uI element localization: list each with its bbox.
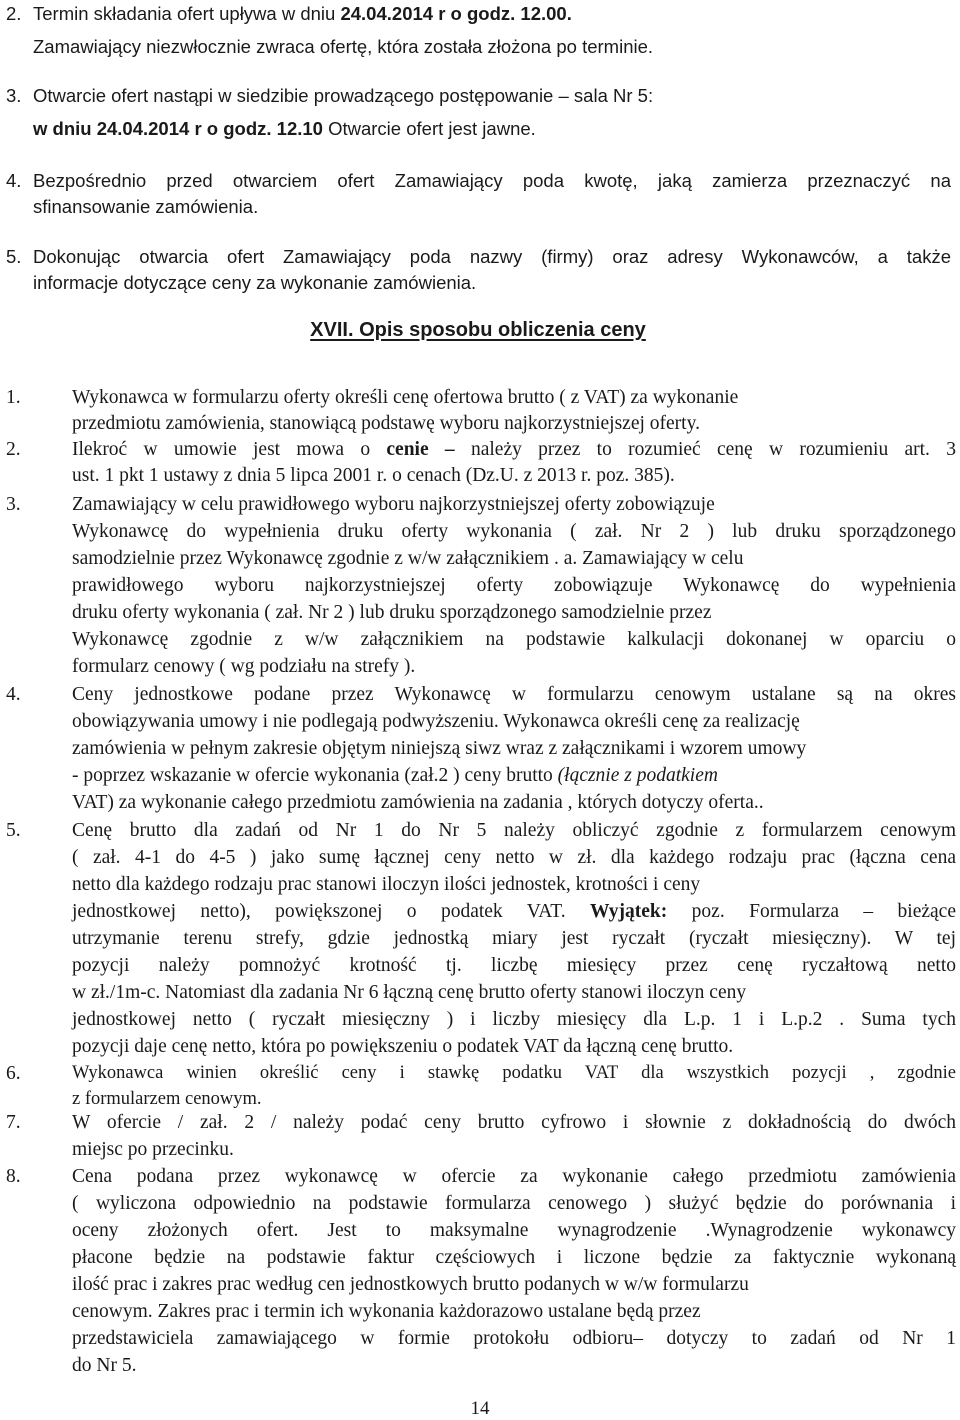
item-number: 4. — [6, 170, 22, 191]
text-line: miejsc po przecinku. — [72, 1139, 234, 1160]
text-line: W ofercie / zał. 2 / należy podać ceny brutto cyfrowo i słownie z dokładnością do dwóch — [72, 1112, 956, 1133]
text-line: sfinansowanie zamówienia. — [33, 196, 259, 217]
item-number: 6. — [6, 1063, 21, 1084]
item-number: 2. — [6, 3, 22, 24]
text-line: płacone będzie na podstawie faktur częściowych i liczone będzie za faktycznie wykonaną — [72, 1247, 956, 1268]
text-line: utrzymanie terenu strefy, gdzie jednostką miary jest ryczałt (ryczałt miesięczny). W tej — [72, 928, 956, 949]
text-line: pozycji należy pomnożyć krotność tj. liczbę miesięcy przez cenę ryczałtową netto — [72, 955, 956, 976]
text-line: Ceny jednostkowe podane przez Wykonawcę w formularzu cenowym ustalane są na okres — [72, 684, 956, 705]
text-line: Bezpośrednio przed otwarciem ofert Zamawiający poda kwotę, jaką zamierza przeznaczyć na — [33, 170, 951, 191]
text-line: przedmiotu zamówienia, stanowiącą podstawę wyboru najkorzystniejszej oferty. — [72, 413, 700, 434]
item-number: 3. — [6, 85, 22, 106]
text-line: netto dla każdego rodzaju prac stanowi iloczyn ilości jednostek, krotności i ceny — [72, 874, 701, 895]
item-number: 8. — [6, 1166, 21, 1187]
text-line: samodzielnie przez Wykonawcę zgodnie z w/w załącznikiem . a. Zamawiający w celu — [72, 548, 744, 569]
text-line: oceny złożonych ofert. Jest to maksymalne wynagrodzenie .Wynagrodzenie wykonawcy — [72, 1220, 956, 1241]
text-line: do Nr 5. — [72, 1355, 137, 1376]
text-line: informacje dotyczące ceny za wykonanie zamówienia. — [33, 272, 477, 293]
text-line: zamówienia w pełnym zakresie objętym niniejszą siwz wraz z załącznikami i wzorem umowy — [72, 738, 807, 759]
text-line: przedstawiciela zamawiającego w formie protokołu odbioru– dotyczy to zadań od Nr 1 — [72, 1328, 956, 1349]
text-line: Wykonawca w formularzu oferty określi cenę ofertowa brutto ( z VAT) za wykonanie — [72, 387, 739, 408]
text-line: pozycji daje cenę netto, która po powiększeniu o podatek VAT da łączną cenę brutto. — [72, 1036, 734, 1057]
item-number: 3. — [6, 494, 21, 515]
item-number: 2. — [6, 439, 21, 460]
item-number: 4. — [6, 684, 21, 705]
text-line: ( wyliczona odpowiednio na podstawie formularza cenowego ) służyć będzie do porównania i — [72, 1193, 956, 1214]
item-number: 7. — [6, 1112, 21, 1133]
text-line: Wykonawcę do wypełnienia druku oferty wykonania ( zał. Nr 2 ) lub druku sporządzonego — [72, 521, 956, 542]
text-line: Wykonawcę zgodnie z w/w załącznikiem na podstawie kalkulacji dokonanej w oparciu o — [72, 629, 956, 650]
item-number: 5. — [6, 246, 22, 267]
text-line: Termin składania ofert upływa w dniu 24.04.2014 r o godz. 12.00. — [33, 3, 572, 24]
text-line: druku oferty wykonania ( zał. Nr 2 ) lub druku sporządzonego samodzielnie przez — [72, 602, 712, 623]
text-line: VAT) za wykonanie całego przedmiotu zamówienia na zadania , których dotyczy oferta.. — [72, 792, 764, 813]
text-line: formularz cenowy ( wg podziału na strefy ). — [72, 656, 416, 677]
text-line: w dniu 24.04.2014 r o godz. 12.10 Otwarcie ofert jest jawne. — [33, 118, 536, 139]
text-line: Otwarcie ofert nastąpi w siedzibie prowadzącego postępowanie – sala Nr 5: — [33, 85, 654, 106]
text-line: ( zał. 4-1 do 4-5 ) jako sumę łącznej ceny netto w zł. dla każdego rodzaju prac (łączna cena — [72, 847, 956, 868]
text-line: jednostkowej netto), powiększonej o podatek VAT. Wyjątek: poz. Formularza – bieżące — [72, 901, 956, 922]
text-line: Ilekroć w umowie jest mowa o cenie – należy przez to rozumieć cenę w rozumieniu art. 3 — [72, 439, 956, 460]
text-line: z formularzem cenowym. — [72, 1089, 262, 1109]
text-line: Dokonując otwarcia ofert Zamawiający poda nazwy (firmy) oraz adresy Wykonawców, a także — [33, 246, 951, 267]
text-line: Cenę brutto dla zadań od Nr 1 do Nr 5 należy obliczyć zgodnie z formularzem cenowym — [72, 820, 956, 841]
item-number: 1. — [6, 387, 21, 408]
text-line: Cena podana przez wykonawcę w ofercie za wykonanie całego przedmiotu zamówienia — [72, 1166, 956, 1187]
text-line: obowiązywania umowy i nie podlegają podwyższeniu. Wykonawca określi cenę za realizację — [72, 711, 800, 732]
text-line: Wykonawca winien określić ceny i stawkę podatku VAT dla wszystkich pozycji , zgodnie — [72, 1063, 956, 1083]
text-line: prawidłowego wyboru najkorzystniejszej oferty zobowiązuje Wykonawcę do wypełnienia — [72, 575, 956, 596]
item-number: 5. — [6, 820, 21, 841]
text-line: w zł./1m-c. Natomiast dla zadania Nr 6 łączną cenę brutto oferty stanowi iloczyn ceny — [72, 982, 747, 1003]
text-line: ilość prac i zakres prac według cen jednostkowych brutto podanych w w/w formularzu — [72, 1274, 749, 1295]
text-line: cenowym. Zakres prac i termin ich wykonania każdorazowo ustalane będą przez — [72, 1301, 701, 1322]
text-line: - poprzez wskazanie w ofercie wykonania (zał.2 ) ceny brutto (łącznie z podatkiem — [72, 765, 718, 786]
text-line: Zamawiający w celu prawidłowego wyboru najkorzystniejszej oferty zobowiązuje — [72, 494, 715, 515]
text-line: Zamawiający niezwłocznie zwraca ofertę, która została złożona po terminie. — [33, 36, 654, 57]
text-line: jednostkowej netto ( ryczałt miesięczny ) i liczby miesięcy dla L.p. 1 i L.p.2 . Suma tych — [72, 1009, 956, 1030]
text-line: ust. 1 pkt 1 ustawy z dnia 5 lipca 2001 r. o cenach (Dz.U. z 2013 r. poz. 385). — [72, 465, 675, 486]
section-heading: XVII. Opis sposobu obliczenia ceny — [310, 319, 646, 341]
page-number: 14 — [470, 1398, 490, 1419]
